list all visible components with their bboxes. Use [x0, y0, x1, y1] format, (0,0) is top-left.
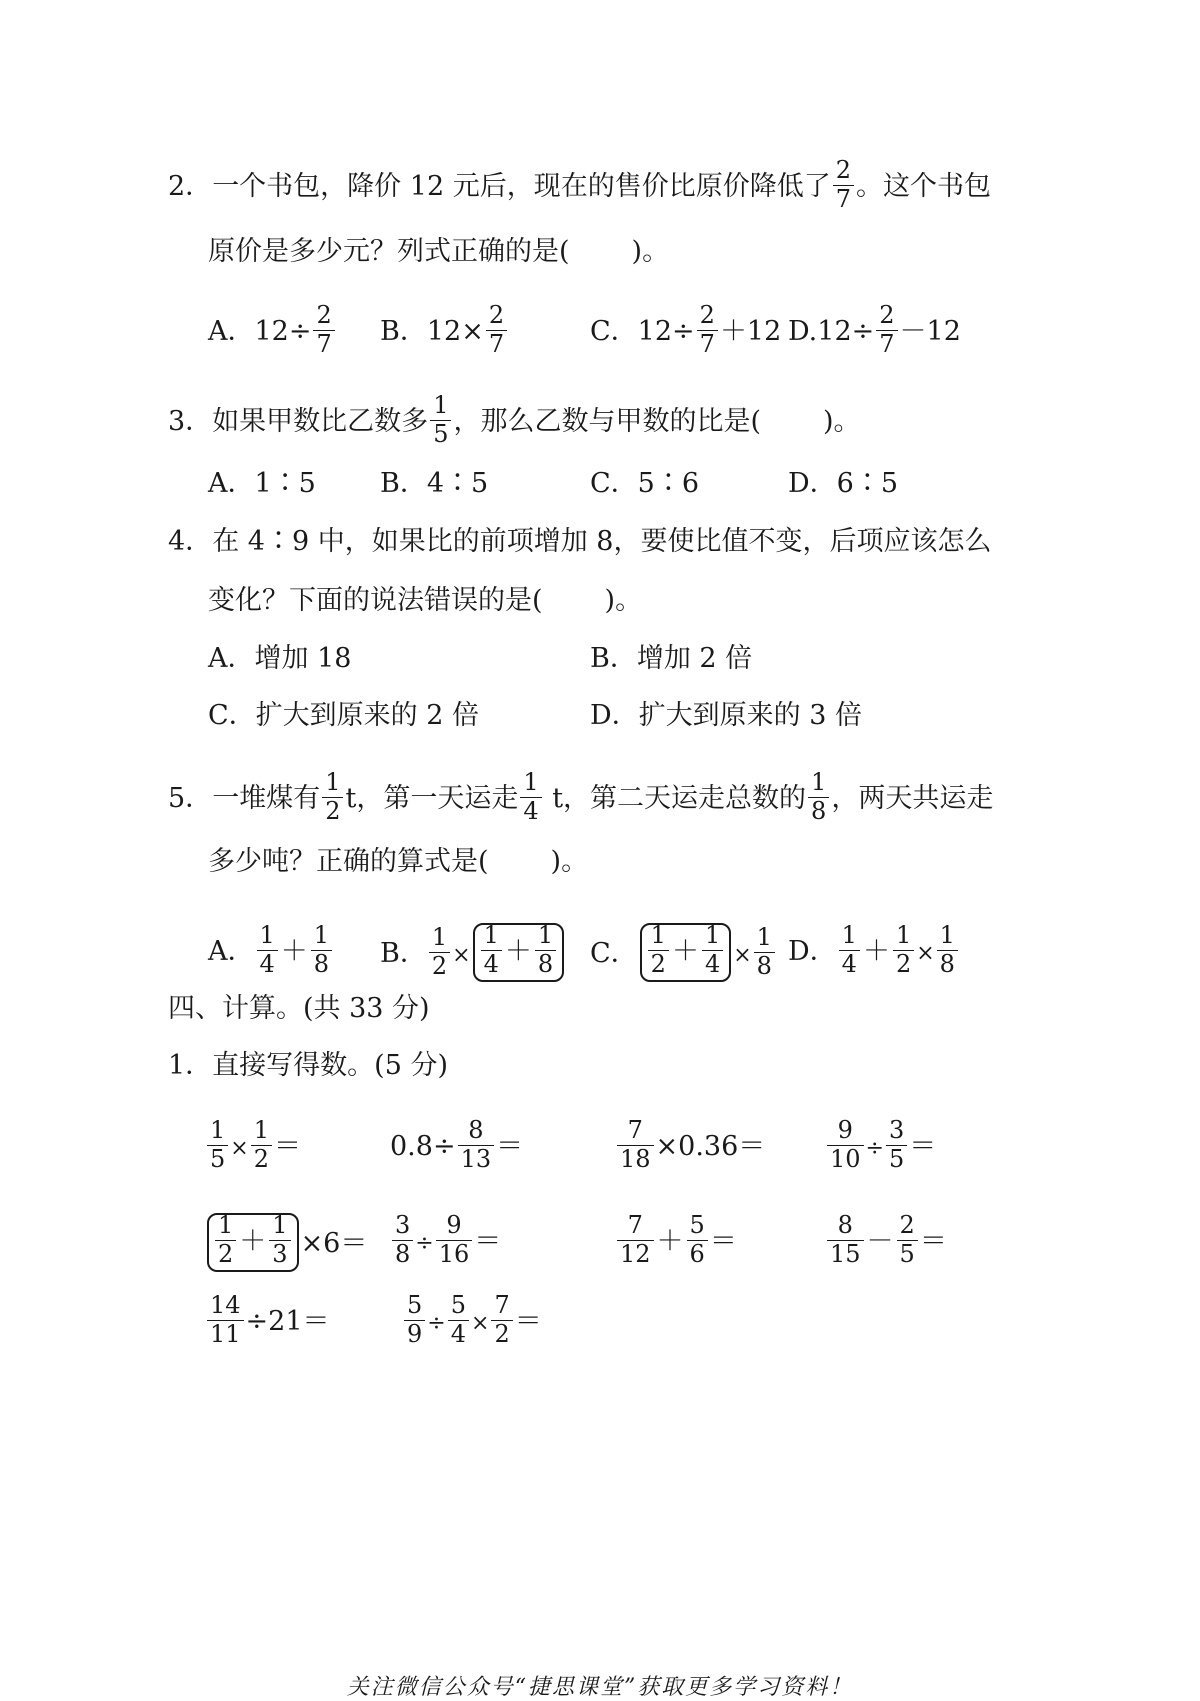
- fraction: $\frac{8}{13}$: [458, 1118, 495, 1173]
- fraction: $\frac{5}{4}$: [448, 1293, 469, 1348]
- fraction: $\frac{1}{2}$: [429, 925, 450, 980]
- fraction: $\frac{1}{8}$: [754, 925, 775, 980]
- calc-item: $\frac{3}{8}$ ÷ $\frac{9}{16}$ ＝: [390, 1215, 501, 1270]
- q4-option-b: B．增加 2 倍: [590, 643, 753, 674]
- calc-item: $\frac{5}{9}$ ÷ $\frac{5}{4}$ × $\frac{7}{2}$ ＝: [402, 1295, 542, 1350]
- q2-number: 2．: [168, 170, 213, 202]
- fraction: $\frac{1}{4}$: [839, 923, 860, 978]
- q5-option-b: B． $\frac{1}{2}$ × $\frac{1}{4}$ ＋ $\frac{1}{8}$: [380, 925, 566, 984]
- q4-line2: 变化？下面的说法错误的是( )。: [208, 585, 643, 616]
- fraction: $\frac{14}{11}$: [207, 1293, 244, 1348]
- fraction: $\frac{7}{12}$: [617, 1213, 654, 1268]
- q3-option-d: D．6∶5: [788, 468, 899, 499]
- fraction: $\frac{1}{4}$: [257, 923, 278, 978]
- q4-option-d: D．扩大到原来的 3 倍: [590, 700, 862, 731]
- q5-option-d: D． $\frac{1}{4}$ ＋ $\frac{1}{2}$ × $\frac{1}{8}$: [788, 925, 960, 980]
- q2-text: 一个书包，降价 12 元后，现在的售价比原价降低了: [212, 170, 831, 202]
- fraction: $\frac{1}{2}$: [893, 923, 914, 978]
- fraction: $\frac{9}{16}$: [436, 1213, 473, 1268]
- q2-option-c: C．12÷ $\frac{2}{7}$ ＋12: [590, 301, 782, 358]
- q4-option-a: A．增加 18: [208, 643, 352, 674]
- calc-item: 0.8÷ $\frac{8}{13}$ ＝: [390, 1116, 524, 1173]
- fraction: $\frac{1}{3}$: [269, 1213, 290, 1268]
- q3-fraction: $\frac{1}{5}$: [430, 393, 451, 448]
- fraction: $\frac{1}{8}$: [937, 923, 958, 978]
- q3-option-a: A．1∶5: [208, 468, 316, 499]
- fraction: $\frac{2}{7}$: [697, 303, 718, 358]
- fraction: $\frac{1}{8}$: [535, 923, 556, 978]
- calc-item: $\frac{14}{11}$ ÷21＝: [205, 1295, 330, 1350]
- parentheses: $\frac{1}{2}$ ＋ $\frac{1}{4}$: [640, 923, 732, 982]
- calc-item: $\frac{8}{15}$ － $\frac{2}{5}$ ＝: [825, 1215, 947, 1270]
- fraction: $\frac{5}{6}$: [687, 1213, 708, 1268]
- fraction: $\frac{1}{4}$: [702, 923, 723, 978]
- fraction: $\frac{1}{2}$: [322, 770, 343, 825]
- q5-line2: 多少吨？正确的算式是( )。: [208, 846, 589, 877]
- calc-item: $\frac{9}{10}$ ÷ $\frac{3}{5}$ ＝: [825, 1120, 936, 1175]
- q5-option-c: C． $\frac{1}{2}$ ＋ $\frac{1}{4}$ × $\frac{1}{8}$: [590, 925, 777, 984]
- fraction: $\frac{1}{8}$: [311, 923, 332, 978]
- q2-line2: 原价是多少元？列式正确的是( )。: [208, 236, 670, 267]
- q3-option-c: C．5∶6: [590, 468, 700, 499]
- q2-option-a: A．12÷ $\frac{2}{7}$: [208, 305, 337, 360]
- calc-item: $\frac{1}{2}$ ＋ $\frac{1}{3}$ ×6＝: [205, 1215, 367, 1274]
- fraction: $\frac{9}{10}$: [827, 1118, 864, 1173]
- fraction: $\frac{3}{8}$: [392, 1213, 413, 1268]
- subsection-heading: 1．直接写得数。(5 分): [168, 1050, 449, 1081]
- fraction: $\frac{3}{5}$: [886, 1118, 907, 1173]
- q2-line1: [168, 156, 991, 215]
- parentheses: $\frac{1}{4}$ ＋ $\frac{1}{8}$: [473, 923, 565, 982]
- fraction: $\frac{5}{9}$: [404, 1293, 425, 1348]
- q2-text-after: 。这个书包: [856, 170, 991, 202]
- fraction: $\frac{2}{7}$: [486, 303, 507, 358]
- fraction: $\frac{1}{8}$: [808, 770, 829, 825]
- q2-fraction: $\frac{2}{7}$: [833, 158, 854, 213]
- q2-option-d: D.12÷ $\frac{2}{7}$ －12: [788, 301, 961, 358]
- fraction: $\frac{7}{2}$: [491, 1293, 512, 1348]
- q3-option-b: B．4∶5: [380, 468, 489, 499]
- fraction: $\frac{1}{2}$: [251, 1118, 272, 1173]
- calc-item: $\frac{7}{18}$ ×0.36＝: [615, 1120, 765, 1175]
- q5-line1: 5．一堆煤有 $\frac{1}{2}$ t，第一天运走 $\frac{1}{4}$ t，第二天运走总数的 $\frac{1}{8}$ ，两天共运走: [168, 768, 994, 825]
- q4-option-c: C．扩大到原来的 2 倍: [208, 700, 480, 731]
- fraction: $\frac{2}{7}$: [876, 303, 897, 358]
- q3-line1: 3．如果甲数比乙数多 $\frac{1}{5}$ ，那么乙数与甲数的比是( )。: [168, 391, 861, 448]
- section-heading: 四、计算。(共 33 分): [168, 993, 430, 1024]
- fraction: $\frac{2}{7}$: [313, 303, 334, 358]
- q4-line1: 4．在 4∶9 中，如果比的前项增加 8，要使比值不变，后项应该怎么: [168, 526, 992, 557]
- q2-option-b: B．12× $\frac{2}{7}$: [380, 305, 509, 360]
- fraction: $\frac{1}{4}$: [481, 923, 502, 978]
- footer-notice: 关注微信公众号“捷思课堂”获取更多学习资料！: [346, 1675, 854, 1700]
- fraction: $\frac{1}{4}$: [520, 770, 541, 825]
- parentheses: $\frac{1}{2}$ ＋ $\frac{1}{3}$: [207, 1213, 299, 1272]
- fraction: $\frac{1}{2}$: [648, 923, 669, 978]
- fraction: $\frac{1}{5}$: [207, 1118, 228, 1173]
- fraction: $\frac{2}{5}$: [897, 1213, 918, 1268]
- fraction: $\frac{1}{2}$: [215, 1213, 236, 1268]
- fraction: $\frac{7}{18}$: [617, 1118, 654, 1173]
- fraction: $\frac{8}{15}$: [827, 1213, 864, 1268]
- q5-option-a: A． $\frac{1}{4}$ ＋ $\frac{1}{8}$: [208, 925, 334, 980]
- calc-item: $\frac{1}{5}$ × $\frac{1}{2}$ ＝: [205, 1120, 301, 1175]
- calc-item: $\frac{7}{12}$ ＋ $\frac{5}{6}$ ＝: [615, 1215, 737, 1270]
